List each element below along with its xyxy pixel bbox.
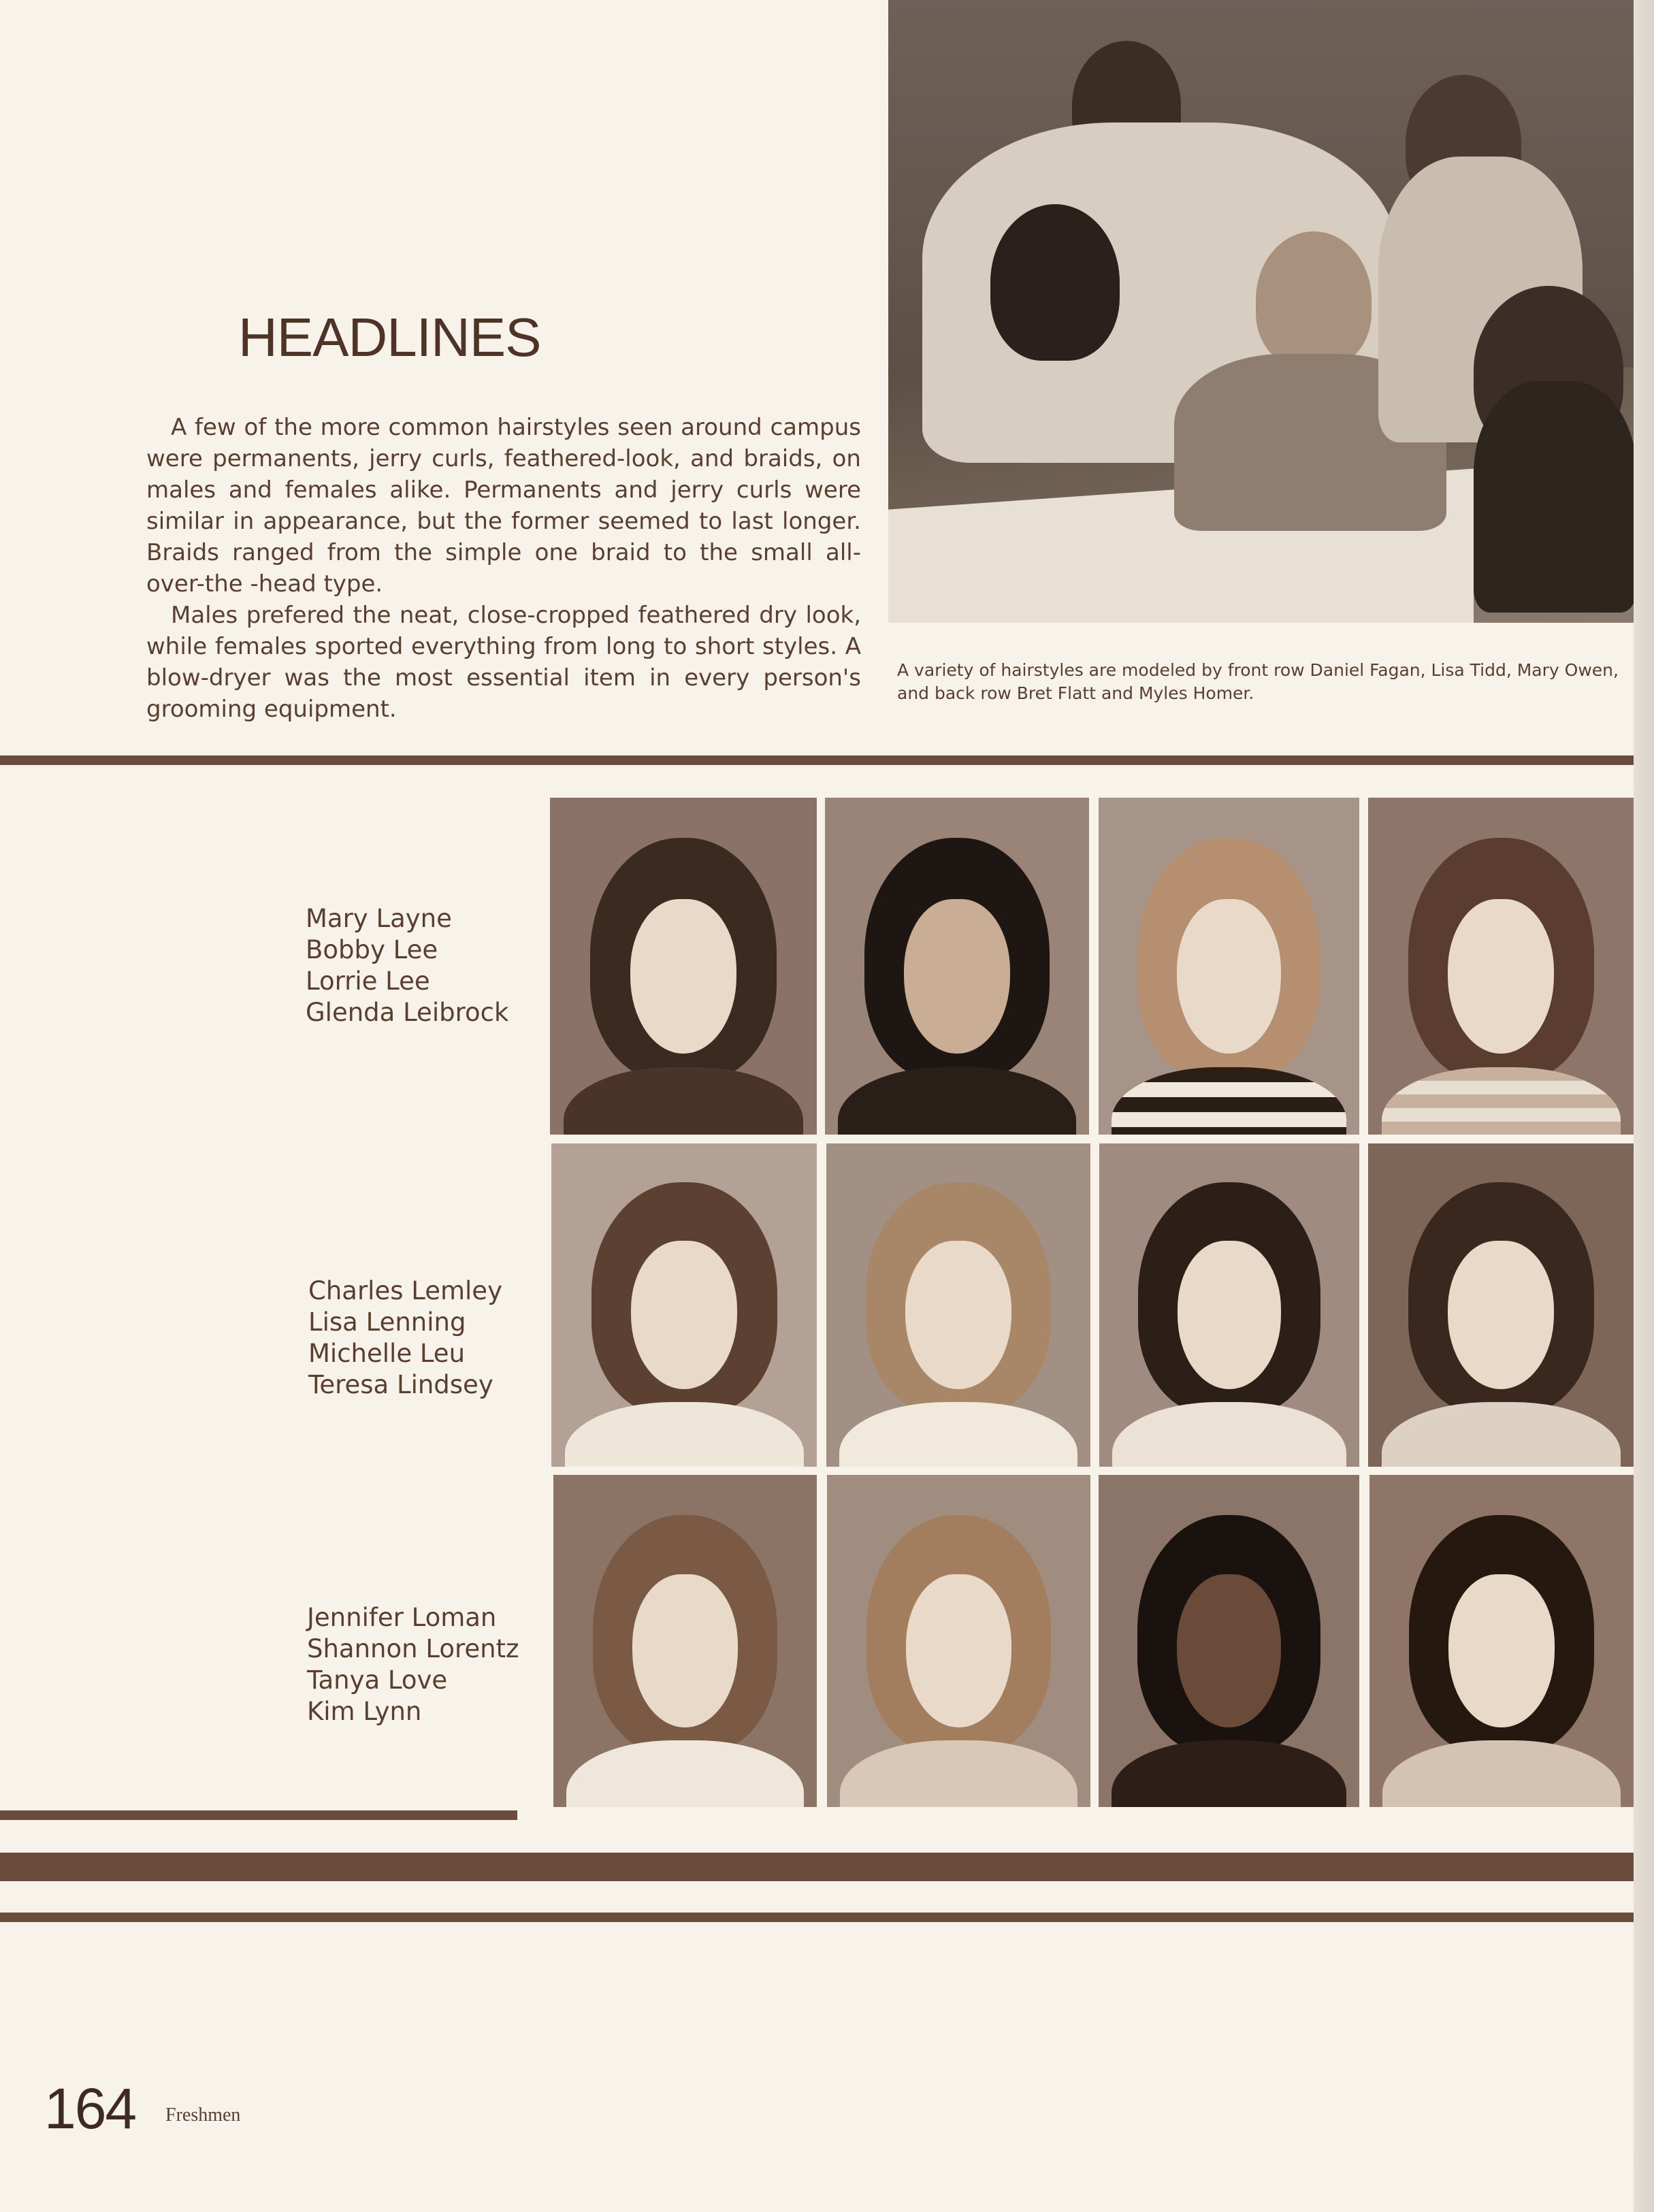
feature-photo <box>888 0 1634 623</box>
student-name: Shannon Lorentz <box>307 1634 519 1663</box>
name-list-row-3 <box>307 1602 519 1727</box>
student-name: Michelle Leu <box>308 1339 466 1368</box>
portrait-photo <box>550 798 817 1135</box>
student-name: Lorrie Lee <box>306 966 430 996</box>
page-number: 164 <box>44 2077 136 2141</box>
article-paragraph: Males prefered the neat, close-cropped feathered dry look, while females sported everything from long to short styles. A blow-dryer was the most essential item in every person's grooming equipment. <box>146 602 861 723</box>
person-silhouette <box>990 204 1120 361</box>
portrait-photo <box>826 1143 1090 1467</box>
portrait-photo <box>825 798 1089 1135</box>
portrait-photo <box>553 1475 817 1807</box>
student-name: Kim Lynn <box>307 1697 422 1726</box>
person-silhouette <box>1256 231 1372 368</box>
student-name: Glenda Leibrock <box>306 998 509 1027</box>
name-list-row-2 <box>308 1275 502 1401</box>
student-name: Jennifer Loman <box>307 1603 497 1632</box>
section-label: Freshmen <box>165 2104 241 2126</box>
portrait-photo <box>1099 1143 1359 1467</box>
portrait-photo <box>1099 1475 1359 1807</box>
name-list-row-1 <box>306 903 508 1028</box>
article-paragraph: A few of the more common hairstyles seen around campus were permanents, jerry curls, feathered-look, and braids, on males and females alike. Permanents and jerry curls were similar in appearance, but the former seemed to last longer. Braids ranged from the simple one braid to the small all-over-the -head type. <box>146 414 861 598</box>
portrait-photo <box>1368 798 1634 1135</box>
page-headline: HEADLINES <box>238 307 541 368</box>
student-name: Mary Layne <box>306 904 452 933</box>
student-name: Tanya Love <box>307 1665 448 1695</box>
portrait-photo <box>551 1143 817 1467</box>
portrait-photo <box>1099 798 1359 1135</box>
feature-caption: A variety of hairstyles are modeled by front row Daniel Fagan, Lisa Tidd, Mary Owen, and back row Bret Flatt and Myles Homer. <box>897 660 1619 703</box>
divider-rule <box>0 1810 517 1820</box>
person-silhouette <box>1474 381 1634 613</box>
portrait-photo <box>1369 1475 1634 1807</box>
article-body <box>146 412 861 725</box>
student-name: Lisa Lenning <box>308 1307 466 1337</box>
page-edge <box>1634 0 1654 2212</box>
portrait-photo <box>827 1475 1090 1807</box>
divider-rule <box>0 1913 1634 1922</box>
student-name: Bobby Lee <box>306 935 438 964</box>
student-name: Teresa Lindsey <box>308 1370 493 1399</box>
portrait-photo <box>1368 1143 1634 1467</box>
divider-rule <box>0 1853 1634 1881</box>
student-name: Charles Lemley <box>308 1276 502 1305</box>
divider-rule <box>0 755 1634 765</box>
